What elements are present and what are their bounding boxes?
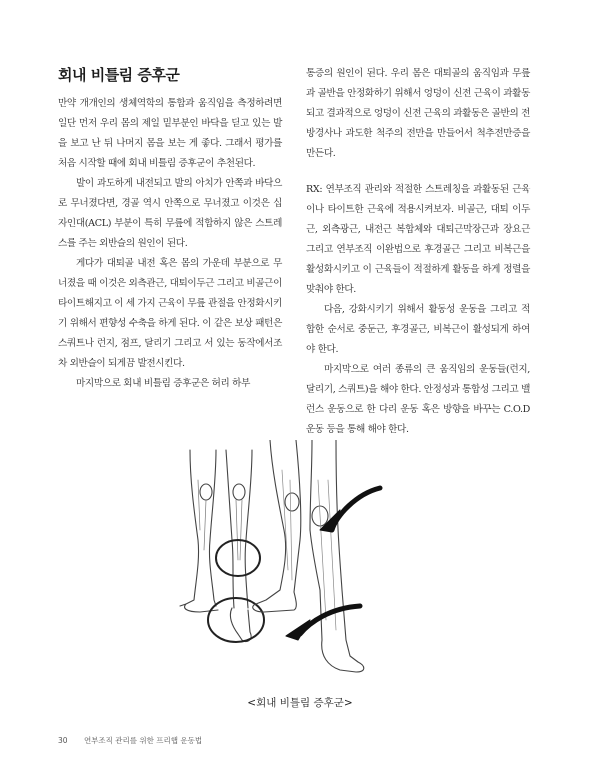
paragraph: 게다가 대퇴골 내전 혹은 몸의 가운데 부분으로 무너졌을 때 이것은 외측관근, 대퇴이두근 그리고 비골근이 타이트해지고 이 세 가지 근육이 무릎 관절을 안정화시키기 위해서 편향성 수축을 하게 된다. 이 같은 보상 패턴은 스쿼트나 런지, 점프, 달리기 그리고 서 있는 동작에서조차 외반슬이 되게끔 발전시킨다. [58, 258, 283, 369]
section-title: 회내 비틀림 증후군 [58, 66, 180, 84]
right-leg-pair-drawing [253, 440, 364, 672]
paragraph: RX: 연부조직 관리와 적절한 스트레칭을 과활동된 근육이나 타이트한 근육에 적용시켜보자. 비골근, 대퇴 이두근, 외측광근, 내전근 복합체와 대퇴근막장근과 장요근 그리고 연부조직 이완법으로 후경골근 그리고 비복근을 활성화시키고 이 근육들이 적절하게 활동을 하게 정렬을 맞춰야 한다. [306, 184, 530, 295]
left-column [58, 94, 282, 394]
upper-rotation-arrow [332, 488, 380, 530]
page-footer [58, 735, 202, 746]
book-title: 연부조직 관리를 위한 프리햅 운동법 [83, 736, 203, 745]
figure-caption: <회내 비틀림 증후군> [247, 697, 353, 709]
page-number: 30 [58, 736, 68, 745]
right-column [306, 64, 530, 440]
paragraph: 만약 개개인의 생체역학의 통합과 움직임을 측정하려면 일단 먼저 우리 몸의 제일 밑부분인 바닥을 딛고 있는 발을 보고 난 뒤 나머지 몸을 보는 게 좋다. 그래서 평가를 처음 시작할 때에 회내 비틀림 증후군이 추천된다. [58, 98, 282, 169]
lower-rotation-arrow [300, 606, 360, 634]
paragraph: 발이 과도하게 내전되고 발의 아치가 안쪽과 바닥으로 무너졌다면, 경골 역시 안쪽으로 무너졌고 이것은 십자인대(ACL) 부분이 특히 무릎에 적합하지 않은 스트레스를 주는 외반슬의 원인이 된다. [58, 178, 282, 249]
paragraph: 통증의 원인이 된다. 우리 몸은 대퇴골의 움직임과 무릎과 골반을 안정화하기 위해서 엉덩이 신전 근육이 과활동되고 결과적으로 엉덩이 신전 근육의 과활동은 골반의 전방경사나 과도한 척주의 전만을 만들어서 척추전만증을 만든다. [306, 68, 531, 159]
legs-illustration [160, 440, 460, 700]
paragraph: 마지막으로 여러 종류의 큰 움직임의 운동들(런지, 달리기, 스쿼트)을 해야 한다. 안정성과 통합성 그리고 밸런스 운동으로 한 다리 운동 혹은 방향을 바꾸는 C.O.D 운동 등을 통해 해야 한다. [306, 364, 530, 435]
left-leg-pair-drawing [180, 450, 252, 642]
paragraph: 다음, 강화시키기 위해서 활동성 운동을 그리고 적합한 순서로 중둔근, 후경골근, 비복근이 활성되게 하여야 한다. [306, 304, 530, 355]
paragraph: 마지막으로 회내 비틀림 증후군은 허리 하부 [76, 378, 251, 389]
